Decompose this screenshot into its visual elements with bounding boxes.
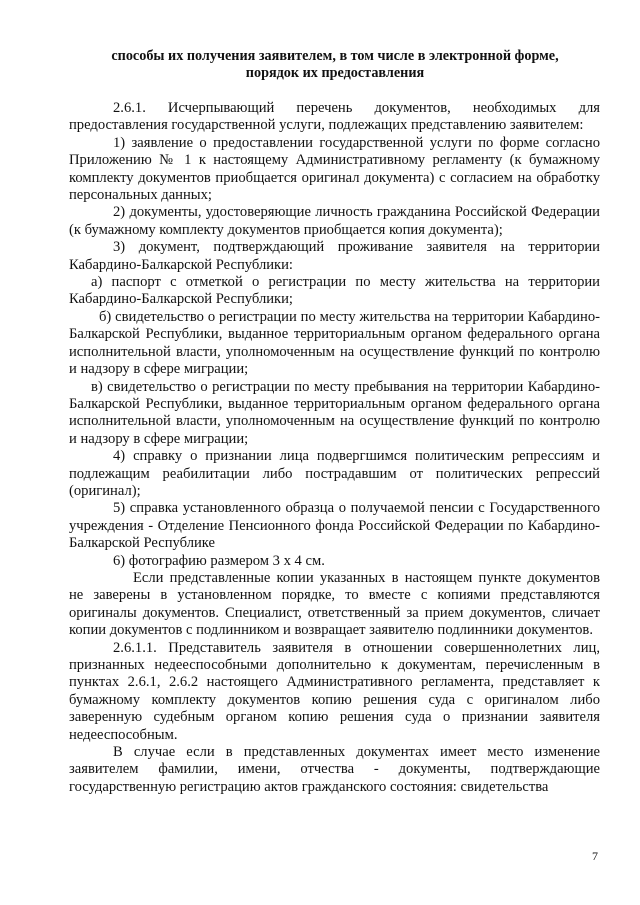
- paragraph-2-6-1: 2.6.1. Исчерпывающий перечень документов, необходимых для предоставления государственной услуги, подлежащих представлению заявителем:: [69, 100, 600, 134]
- section-heading: [70, 48, 600, 82]
- heading-line-2: порядок их предоставления: [245, 65, 425, 81]
- paragraph-item-2: 2) документы, удостоверяющие личность гражданина Российской Федерации (к бумажному комплекту документов приобщается копия документа);: [69, 204, 600, 238]
- paragraph-copies-note: Если представленные копии указанных в настоящем пункте документов не заверены в установленном порядке, то вместе с копиями представляются оригиналы документов. Специалист, ответственный за прием документов, сличает копии документов с подлинником и возвращает заявителю подлинники документов.: [69, 569, 600, 639]
- paragraph-item-5: 5) справка установленного образца о получаемой пенсии с Государственного учреждения - Отделение Пенсионного фонда Российской Федерации по Кабардино-Балкарской Республике: [69, 500, 600, 552]
- paragraph-item-3b: б) свидетельство о регистрации по месту жительства на территории Кабардино-Балкарской Республики, выданное территориальным органом федерального органа исполнительной власти, уполномоченным на осуществление функций по контролю и надзору в сфере миграции;: [69, 308, 600, 378]
- paragraph-item-3: 3) документ, подтверждающий проживание заявителя на территории Кабардино-Балкарской Республики:: [69, 239, 600, 273]
- paragraph-item-3v: в) свидетельство о регистрации по месту пребывания на территории Кабардино-Балкарской Республики, выданное территориальным органом федерального органа исполнительной власти, уполномоченным на осуществление функций по контролю и надзору в сфере миграции;: [69, 378, 600, 447]
- paragraph-item-3a: а) паспорт с отметкой о регистрации по месту жительства на территории Кабардино-Балкарской Республики;: [69, 274, 600, 308]
- paragraph-item-6: 6) фотографию размером 3 х 4 см.: [113, 552, 325, 569]
- paragraph-name-change: В случае если в представленных документах имеет место изменение заявителем фамилии, имени, отчества - документы, подтверждающие государственную регистрацию актов гражданского состояния: свидетельства: [69, 744, 600, 795]
- page-number: 7: [592, 849, 598, 863]
- paragraph-2-6-1-1: 2.6.1.1. Представитель заявителя в отношении совершеннолетних лиц, признанных недееспособными дополнительно к документам, перечисленным в пунктах 2.6.1, 2.6.2 настоящего Административного регламента, представляет к бумажному комплекту документов копию решения суда с оригиналом либо заверенную судебным органом копию решения суда о признании заявителя недееспособным.: [69, 639, 600, 743]
- paragraph-item-1: 1) заявление о предоставлении государственной услуги по форме согласно Приложению № 1 к настоящему Административному регламенту (к бумажному комплекту документов приобщается оригинал документа) с согласием на обработку персональных данных;: [69, 134, 600, 204]
- document-body: [69, 100, 600, 796]
- heading-line-1: способы их получения заявителем, в том числе в электронной форме,: [111, 48, 559, 64]
- paragraph-item-4: 4) справку о признании лица подвергшимся политическим репрессиям и подлежащим реабилитации либо пострадавшим от политических репрессий (оригинал);: [69, 448, 600, 499]
